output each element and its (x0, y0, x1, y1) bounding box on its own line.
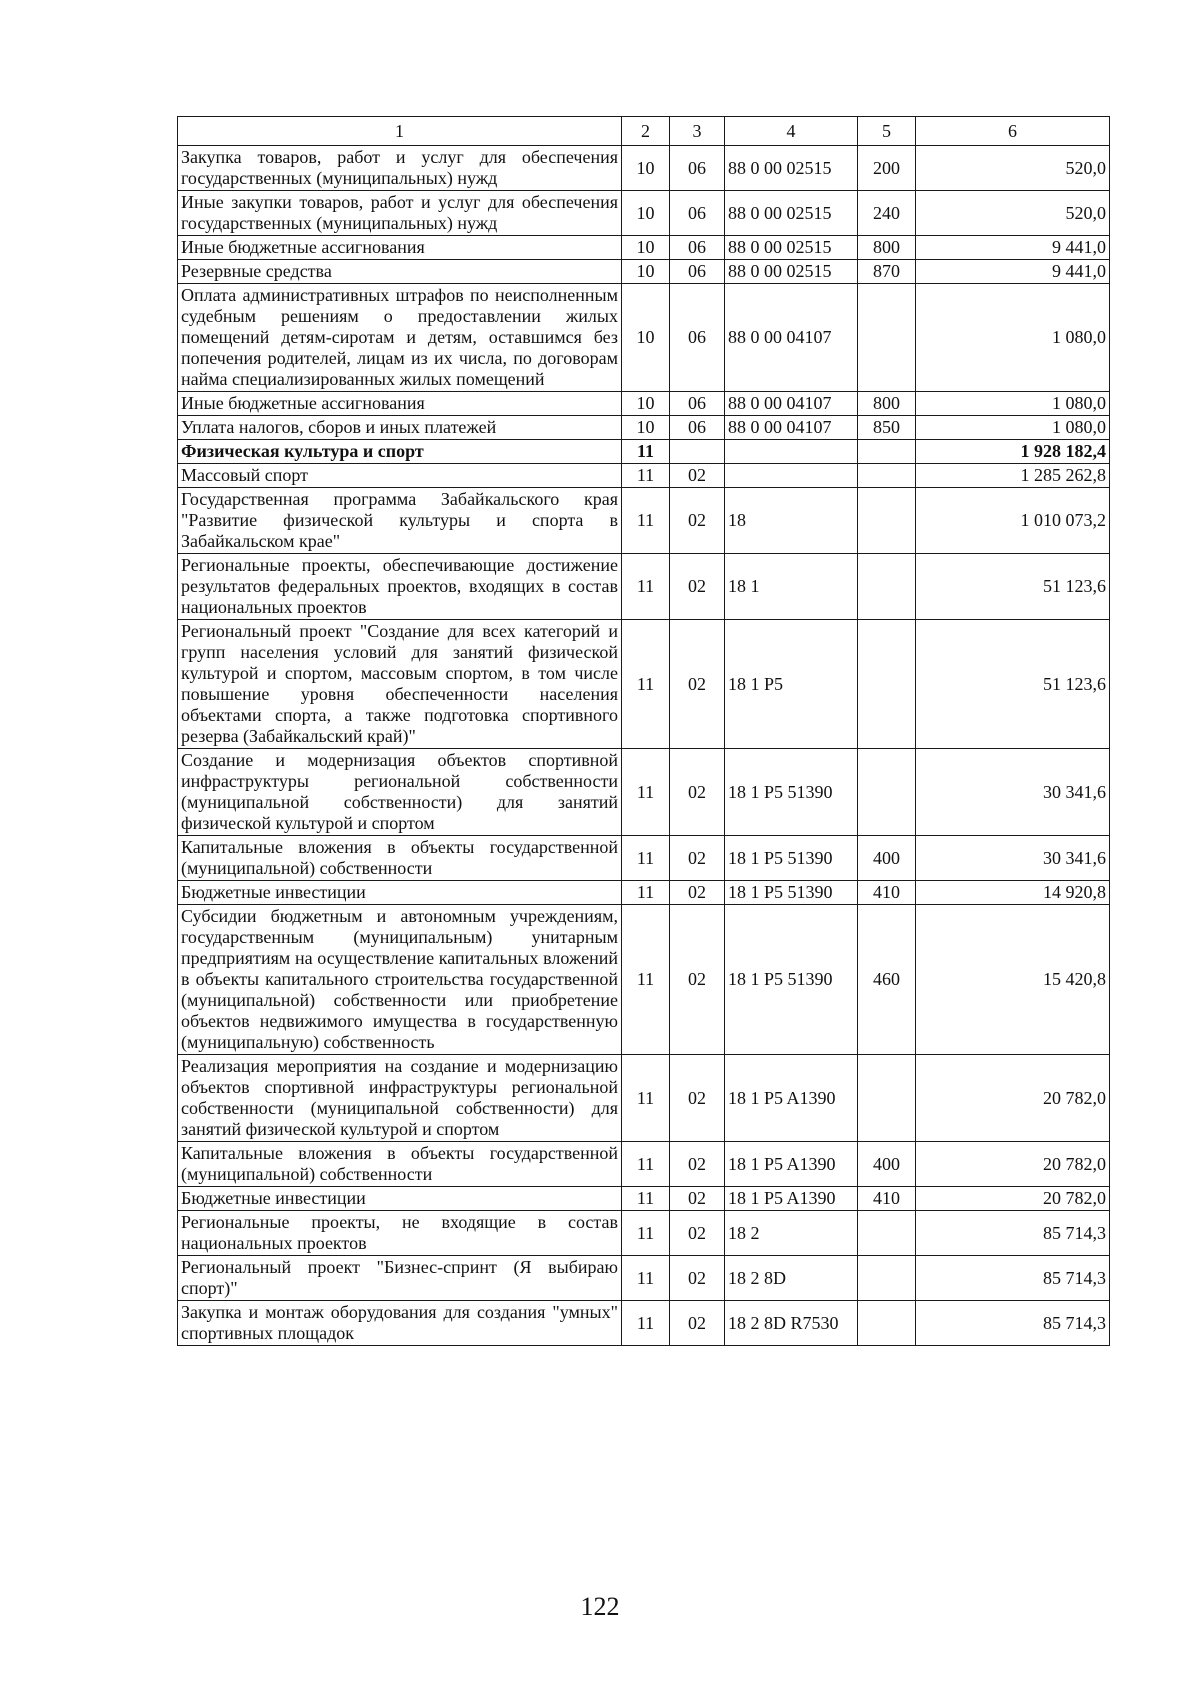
table-row (178, 1256, 1110, 1301)
row-section: 11 (622, 836, 670, 881)
row-subsection (670, 440, 725, 464)
row-amount: 15 420,8 (916, 905, 1110, 1055)
header-col-6: 6 (916, 117, 1110, 146)
row-target-code: 18 1 P5 51390 (725, 836, 858, 881)
table-row (178, 749, 1110, 836)
table-row (178, 284, 1110, 392)
row-section: 11 (622, 1301, 670, 1346)
row-amount: 51 123,6 (916, 620, 1110, 749)
row-amount: 9 441,0 (916, 236, 1110, 260)
row-section: 10 (622, 392, 670, 416)
row-section: 10 (622, 284, 670, 392)
row-target-code: 88 0 00 04107 (725, 416, 858, 440)
row-section: 11 (622, 1187, 670, 1211)
table-row (178, 1211, 1110, 1256)
row-target-code: 88 0 00 02515 (725, 191, 858, 236)
row-subsection: 06 (670, 416, 725, 440)
table-row (178, 191, 1110, 236)
row-amount: 14 920,8 (916, 881, 1110, 905)
row-target-code (725, 440, 858, 464)
row-amount: 9 441,0 (916, 260, 1110, 284)
row-name: Закупка и монтаж оборудования для создания "умных" спортивных площадок (178, 1301, 622, 1346)
row-subsection: 02 (670, 1211, 725, 1256)
row-section: 11 (622, 1256, 670, 1301)
row-expense-type: 460 (858, 905, 916, 1055)
table-row (178, 488, 1110, 554)
row-subsection: 02 (670, 1055, 725, 1142)
row-amount: 85 714,3 (916, 1301, 1110, 1346)
row-name: Массовый спорт (178, 464, 622, 488)
table-header-row (178, 117, 1110, 146)
row-target-code: 18 1 P5 51390 (725, 905, 858, 1055)
row-subsection: 06 (670, 236, 725, 260)
row-amount: 1 080,0 (916, 416, 1110, 440)
row-name: Создание и модернизация объектов спортивной инфраструктуры региональной собственности (муниципальной собственности) для занятий физической культурой и спортом (178, 749, 622, 836)
row-name: Физическая культура и спорт (178, 440, 622, 464)
table-row (178, 620, 1110, 749)
row-subsection: 02 (670, 749, 725, 836)
row-expense-type (858, 1256, 916, 1301)
row-amount: 30 341,6 (916, 749, 1110, 836)
row-subsection: 02 (670, 881, 725, 905)
table-row (178, 416, 1110, 440)
row-expense-type: 240 (858, 191, 916, 236)
row-target-code: 18 1 P5 (725, 620, 858, 749)
row-expense-type (858, 1211, 916, 1256)
table-row (178, 260, 1110, 284)
row-section: 11 (622, 905, 670, 1055)
row-target-code: 88 0 00 02515 (725, 236, 858, 260)
row-target-code: 18 1 P5 51390 (725, 881, 858, 905)
row-section: 11 (622, 1142, 670, 1187)
row-target-code: 18 1 P5 A1390 (725, 1187, 858, 1211)
row-subsection: 06 (670, 146, 725, 191)
row-amount: 1 285 262,8 (916, 464, 1110, 488)
budget-table (177, 116, 1110, 1346)
row-amount: 20 782,0 (916, 1187, 1110, 1211)
row-amount: 20 782,0 (916, 1055, 1110, 1142)
table-row (178, 1301, 1110, 1346)
row-section: 11 (622, 881, 670, 905)
row-target-code: 88 0 00 02515 (725, 260, 858, 284)
row-target-code: 88 0 00 04107 (725, 392, 858, 416)
table-body (178, 146, 1110, 1346)
row-amount: 520,0 (916, 146, 1110, 191)
row-target-code (725, 464, 858, 488)
table-row (178, 1142, 1110, 1187)
row-target-code: 18 1 P5 51390 (725, 749, 858, 836)
row-amount: 1 080,0 (916, 392, 1110, 416)
row-name: Субсидии бюджетным и автономным учреждениям, государственным (муниципальным) унитарным предприятиям на осуществление капитальных вложений в объекты капитального строительства государственной (муниципальной) собственности или приобретение объектов недвижимого имущества в государственную (муниципальную) собственность (178, 905, 622, 1055)
row-section: 10 (622, 146, 670, 191)
row-expense-type: 400 (858, 836, 916, 881)
header-col-5: 5 (858, 117, 916, 146)
table-row (178, 554, 1110, 620)
row-expense-type (858, 620, 916, 749)
row-name: Уплата налогов, сборов и иных платежей (178, 416, 622, 440)
row-subsection: 02 (670, 836, 725, 881)
row-expense-type: 870 (858, 260, 916, 284)
row-target-code: 18 1 P5 A1390 (725, 1142, 858, 1187)
row-section: 11 (622, 488, 670, 554)
row-expense-type: 800 (858, 236, 916, 260)
row-expense-type (858, 488, 916, 554)
row-expense-type (858, 554, 916, 620)
row-expense-type: 400 (858, 1142, 916, 1187)
header-col-4: 4 (725, 117, 858, 146)
row-amount: 85 714,3 (916, 1211, 1110, 1256)
row-target-code: 18 1 P5 A1390 (725, 1055, 858, 1142)
row-expense-type (858, 464, 916, 488)
row-expense-type (858, 749, 916, 836)
row-amount: 51 123,6 (916, 554, 1110, 620)
row-subsection: 02 (670, 464, 725, 488)
row-amount: 520,0 (916, 191, 1110, 236)
row-target-code: 18 2 (725, 1211, 858, 1256)
row-name: Капитальные вложения в объекты государственной (муниципальной) собственности (178, 1142, 622, 1187)
row-name: Государственная программа Забайкальского края "Развитие физической культуры и спорта в Забайкальском крае" (178, 488, 622, 554)
row-section: 10 (622, 191, 670, 236)
row-name: Реализация мероприятия на создание и модернизацию объектов спортивной инфраструктуры региональной собственности (муниципальной собственности) для занятий физической культурой и спортом (178, 1055, 622, 1142)
row-target-code: 18 2 8D R7530 (725, 1301, 858, 1346)
row-target-code: 18 1 (725, 554, 858, 620)
row-expense-type: 410 (858, 881, 916, 905)
table-row (178, 440, 1110, 464)
row-name: Оплата административных штрафов по неисполненным судебным решениям о предоставлении жилых помещений детям-сиротам и детям, оставшимся без попечения родителей, лицам из их числа, по договорам найма специализированных жилых помещений (178, 284, 622, 392)
row-section: 10 (622, 236, 670, 260)
row-expense-type (858, 1301, 916, 1346)
row-name: Бюджетные инвестиции (178, 1187, 622, 1211)
row-name: Иные бюджетные ассигнования (178, 392, 622, 416)
row-section: 11 (622, 1211, 670, 1256)
row-section: 10 (622, 416, 670, 440)
header-col-2: 2 (622, 117, 670, 146)
row-subsection: 02 (670, 905, 725, 1055)
row-amount: 85 714,3 (916, 1256, 1110, 1301)
row-name: Иные бюджетные ассигнования (178, 236, 622, 260)
row-subsection: 06 (670, 260, 725, 284)
row-amount: 1 928 182,4 (916, 440, 1110, 464)
table-row (178, 146, 1110, 191)
row-expense-type (858, 440, 916, 464)
row-name: Региональные проекты, не входящие в состав национальных проектов (178, 1211, 622, 1256)
table-row (178, 1055, 1110, 1142)
table-row (178, 236, 1110, 260)
row-target-code: 18 2 8D (725, 1256, 858, 1301)
table-row (178, 464, 1110, 488)
row-expense-type (858, 284, 916, 392)
row-subsection: 02 (670, 1256, 725, 1301)
row-expense-type: 410 (858, 1187, 916, 1211)
table-row (178, 881, 1110, 905)
row-subsection: 06 (670, 191, 725, 236)
row-amount: 20 782,0 (916, 1142, 1110, 1187)
row-expense-type (858, 1055, 916, 1142)
row-section: 11 (622, 1055, 670, 1142)
row-section: 11 (622, 749, 670, 836)
row-expense-type: 850 (858, 416, 916, 440)
row-section: 11 (622, 464, 670, 488)
row-amount: 1 010 073,2 (916, 488, 1110, 554)
row-section: 11 (622, 620, 670, 749)
row-subsection: 06 (670, 284, 725, 392)
row-amount: 1 080,0 (916, 284, 1110, 392)
row-name: Региональный проект "Создание для всех категорий и групп населения условий для занятий физической культурой и спортом, массовым спортом, в том числе повышение уровня обеспеченности населения объектами спорта, а также подготовка спортивного резерва (Забайкальский край)" (178, 620, 622, 749)
row-section: 11 (622, 554, 670, 620)
row-subsection: 02 (670, 620, 725, 749)
table-row (178, 392, 1110, 416)
page-number: 122 (580, 1592, 620, 1621)
row-subsection: 06 (670, 392, 725, 416)
row-subsection: 02 (670, 1301, 725, 1346)
row-subsection: 02 (670, 1142, 725, 1187)
row-subsection: 02 (670, 1187, 725, 1211)
table-row (178, 836, 1110, 881)
row-section: 10 (622, 260, 670, 284)
row-subsection: 02 (670, 554, 725, 620)
row-section: 11 (622, 440, 670, 464)
row-name: Региональный проект "Бизнес-спринт (Я выбираю спорт)" (178, 1256, 622, 1301)
header-col-3: 3 (670, 117, 725, 146)
row-name: Капитальные вложения в объекты государственной (муниципальной) собственности (178, 836, 622, 881)
row-target-code: 18 (725, 488, 858, 554)
row-target-code: 88 0 00 04107 (725, 284, 858, 392)
table-row (178, 1187, 1110, 1211)
row-name: Закупка товаров, работ и услуг для обеспечения государственных (муниципальных) нужд (178, 146, 622, 191)
row-subsection: 02 (670, 488, 725, 554)
row-name: Бюджетные инвестиции (178, 881, 622, 905)
row-name: Резервные средства (178, 260, 622, 284)
row-name: Иные закупки товаров, работ и услуг для обеспечения государственных (муниципальных) нужд (178, 191, 622, 236)
row-expense-type: 800 (858, 392, 916, 416)
header-col-1: 1 (178, 117, 622, 146)
row-name: Региональные проекты, обеспечивающие достижение результатов федеральных проектов, входящих в состав национальных проектов (178, 554, 622, 620)
table-row (178, 905, 1110, 1055)
row-target-code: 88 0 00 02515 (725, 146, 858, 191)
row-amount: 30 341,6 (916, 836, 1110, 881)
row-expense-type: 200 (858, 146, 916, 191)
